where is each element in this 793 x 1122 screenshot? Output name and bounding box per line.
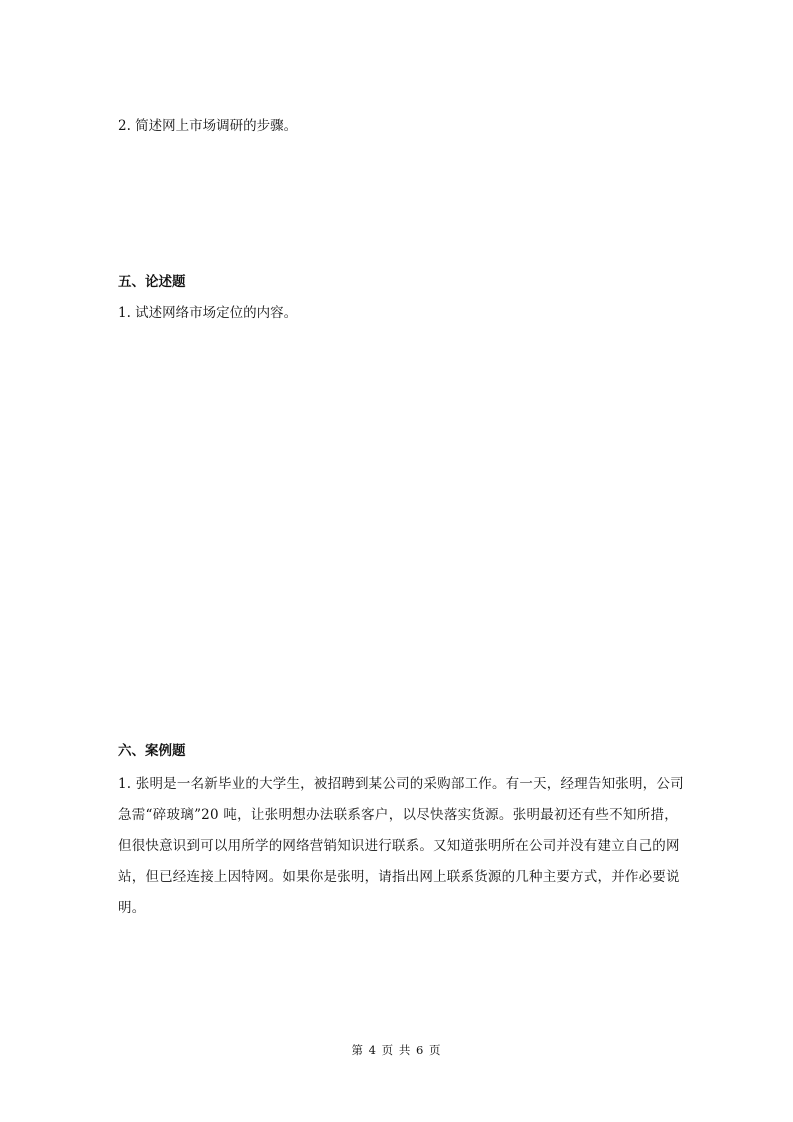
question-case-1 (118, 769, 684, 924)
section-heading-essay: 五、论述题 (118, 274, 186, 290)
question-short-answer-2: 2. 简述网上市场调研的步骤。 (118, 118, 298, 134)
page-number-footer: 第 4 页 共 6 页 (351, 1043, 442, 1057)
case-text-line: 1. 张明是一名新毕业的大学生，被招聘到某公司的采购部工作。有一天，经理告知张明，公司 (118, 776, 684, 792)
case-text-line: 但很快意识到可以用所学的网络营销知识进行联系。又知道张明所在公司并没有建立自己的网 (118, 838, 680, 854)
case-text-line: 急需“碎玻璃”20 吨，让张明想办法联系客户，以尽快落实货源。张明最初还有些不知所措， (118, 807, 678, 823)
section-heading-case: 六、案例题 (118, 743, 186, 759)
case-text-line: 明。 (118, 900, 146, 916)
question-essay-1: 1. 试述网络市场定位的内容。 (118, 305, 298, 321)
case-text-line: 站，但已经连接上因特网。如果你是张明，请指出网上联系货源的几种主要方式，并作必要说 (118, 869, 680, 885)
